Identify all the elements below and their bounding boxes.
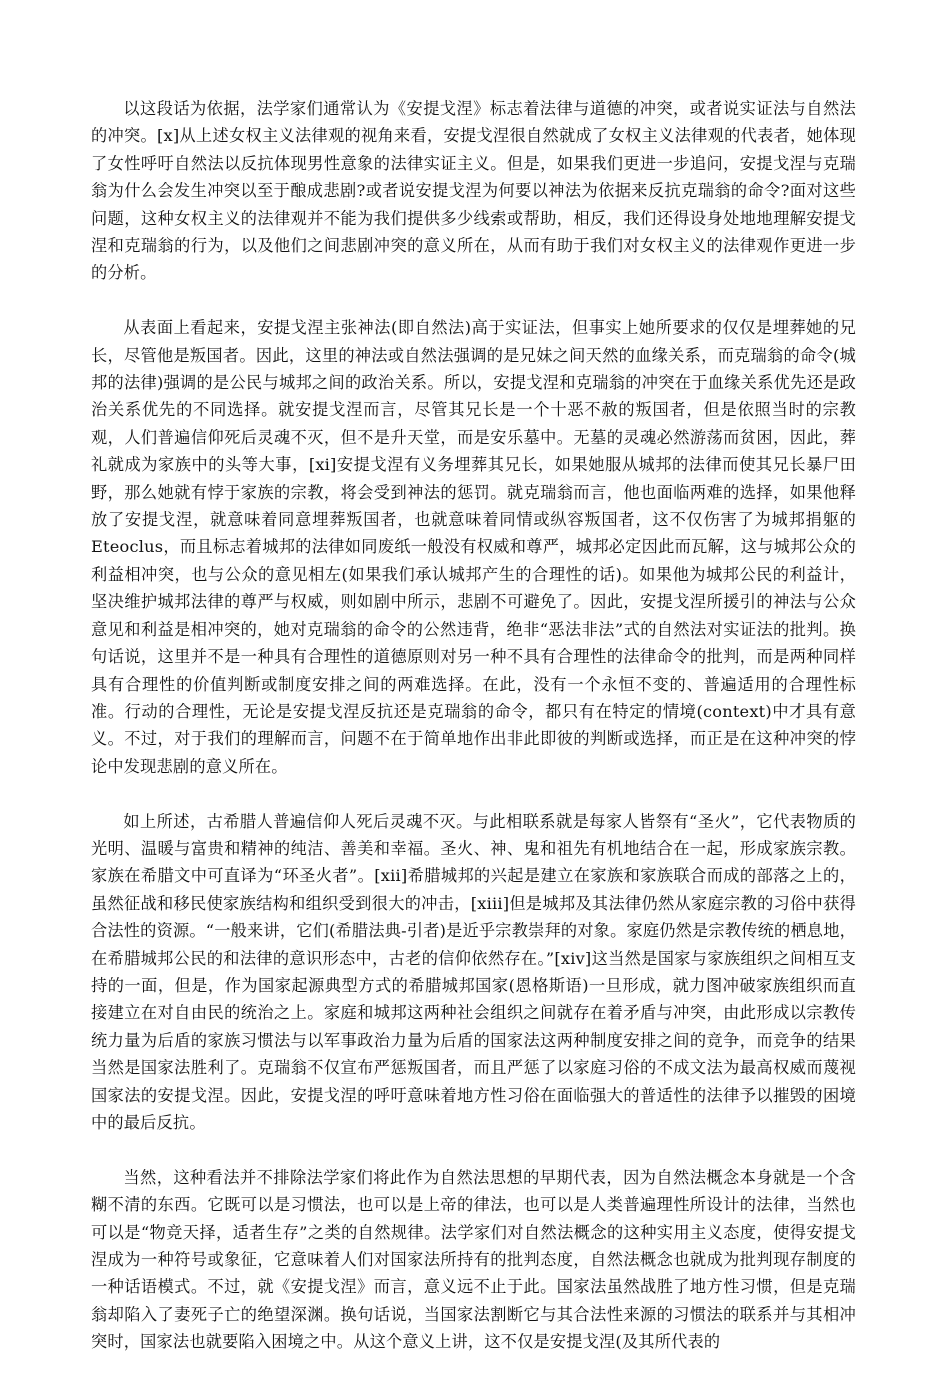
- paragraph-4: 当然，这种看法并不排除法学家们将此作为自然法思想的早期代表，因为自然法概念本身就是一个含糊不清的东西。它既可以是习惯法，也可以是上帝的律法，也可以是人类普遍理性所设计的法律，当然也可以是“物竞天择，适者生存”之类的自然规律。法学家们对自然法概念的这种实用主义态度，使得安提戈涅成为一种符号或象征，它意味着人们对国家法所持有的批判态度，自然法概念也就成为批判现存制度的一种话语模式。不过，就《安提戈涅》而言，意义远不止于此。国家法虽然战胜了地方性习惯，但是克瑞翁却陷入了妻死子亡的绝望深渊。换句话说，当国家法割断它与其合法性来源的习惯法的联系并与其相冲突时，国家法也就要陷入困境之中。从这个意义上讲，这不仅是安提戈涅(及其所代表的: [91, 1167, 856, 1352]
- paragraph-1: 以这段话为依据，法学家们通常认为《安提戈涅》标志着法律与道德的冲突，或者说实证法与自然法的冲突。[x]从上述女权主义法律观的视角来看，安提戈涅很自然就成了女权主义法律观的代表者，她体现了女性呼吁自然法以反抗体现男性意象的法律实证主义。但是，如果我们更进一步追问，安提戈涅与克瑞翁为什么会发生冲突以至于酿成悲剧?或者说安提戈涅为何要以神法为依据来反抗克瑞翁的命令?面对这些问题，这种女权主义的法律观并不能为我们提供多少线索或帮助，相反，我们还得设身处地地理解安提戈涅和克瑞翁的行为，以及他们之间悲剧冲突的意义所在，从而有助于我们对女权主义的法律观作更进一步的分析。: [91, 99, 856, 283]
- paragraph-3: 如上所述，古希腊人普遍信仰人死后灵魂不灭。与此相联系就是每家人皆祭有“圣火”，它代表物质的光明、温暖与富贵和精神的纯洁、善美和幸福。圣火、神、鬼和祖先有机地结合在一起，形成家族宗教。家族在希腊文中可直译为“环圣火者”。[xii]希腊城邦的兴起是建立在家族和家族联合而成的部落之上的，虽然征战和移民使家族结构和组织受到很大的冲击，[xiii]但是城邦及其法律仍然从家庭宗教的习俗中获得合法性的资源。“一般来讲，它们(希腊法典-引者)是近乎宗教崇拜的对象。家庭仍然是宗教传统的栖息地，在希腊城邦公民的和法律的意识形态中，古老的信仰依然存在。”[xiv]这当然是国家与家族组织之间相互支持的一面，但是，作为国家起源典型方式的希腊城邦国家(恩格斯语)一旦形成，就力图冲破家族组织而直接建立在对自由民的统治之上。家庭和城邦这两种社会组织之间就存在着矛盾与冲突，由此形成以宗教传统力量为后盾的家族习惯法与以军事政治力量为后盾的国家法这两种制度安排之间的竞争，而竞争的结果当然是国家法胜利了。克瑞翁不仅宣布严惩叛国者，而且严惩了以家庭习俗的不成文法为最高权威而蔑视国家法的安提戈涅。因此，安提戈涅的呼吁意味着地方性习俗在面临强大的普适性的法律予以摧毁的困境中的最后反抗。: [91, 811, 856, 1132]
- paragraph-2: 从表面上看起来，安提戈涅主张神法(即自然法)高于实证法，但事实上她所要求的仅仅是埋葬她的兄长，尽管他是叛国者。因此，这里的神法或自然法强调的是兄妹之间天然的血缘关系，而克瑞翁的命令(城邦的法律)强调的是公民与城邦之间的政治关系。所以，安提戈涅和克瑞翁的冲突在于血缘关系优先还是政治关系优先的不同选择。就安提戈涅而言，尽管其兄长是一个十恶不赦的叛国者，但是依照当时的宗教观，人们普遍信仰死后灵魂不灭，但不是升天堂，而是安乐墓中。无墓的灵魂必然游荡而贫困，因此，葬礼就成为家族中的头等大事，[xi]安提戈涅有义务埋葬其兄长，如果她服从城邦的法律而使其兄长暴尸田野，那么她就有悖于家族的宗教，将会受到神法的惩罚。就克瑞翁而言，他也面临两难的选择，如果他释放了安提戈涅，就意味着同意埋葬叛国者，也就意味着同情或纵容叛国者，这不仅伤害了为城邦捐躯的Eteoclus，而且标志着城邦的法律如同废纸一般没有权威和尊严，城邦必定因此而瓦解，这与城邦公众的利益相冲突，也与公众的意见相左(如果我们承认城邦产生的合理性的话)。如果他为城邦公民的利益计，坚决维护城邦法律的尊严与权威，则如剧中所示，悲剧不可避免了。因此，安提戈涅所援引的神法与公众意见和利益是相冲突的，她对克瑞翁的命令的公然违背，绝非“恶法非法”式的自然法对实证法的批判。换句话说，这里并不是一种具有合理性的道德原则对另一种不具有合理性的法律命令的批判，而是两种同样具有合理性的价值判断或制度安排之间的两难选择。在此，没有一个永恒不变的、普遍适用的合理性标准。行动的合理性，无论是安提戈涅反抗还是克瑞翁的命令，都只有在特定的情境(context)中才具有意义。不过，对于我们的理解而言，问题不在于简单地作出非此即彼的判断或选择，而正是在这种冲突的悖论中发现悲剧的意义所在。: [91, 318, 856, 776]
- document-page: [91, 95, 856, 1383]
